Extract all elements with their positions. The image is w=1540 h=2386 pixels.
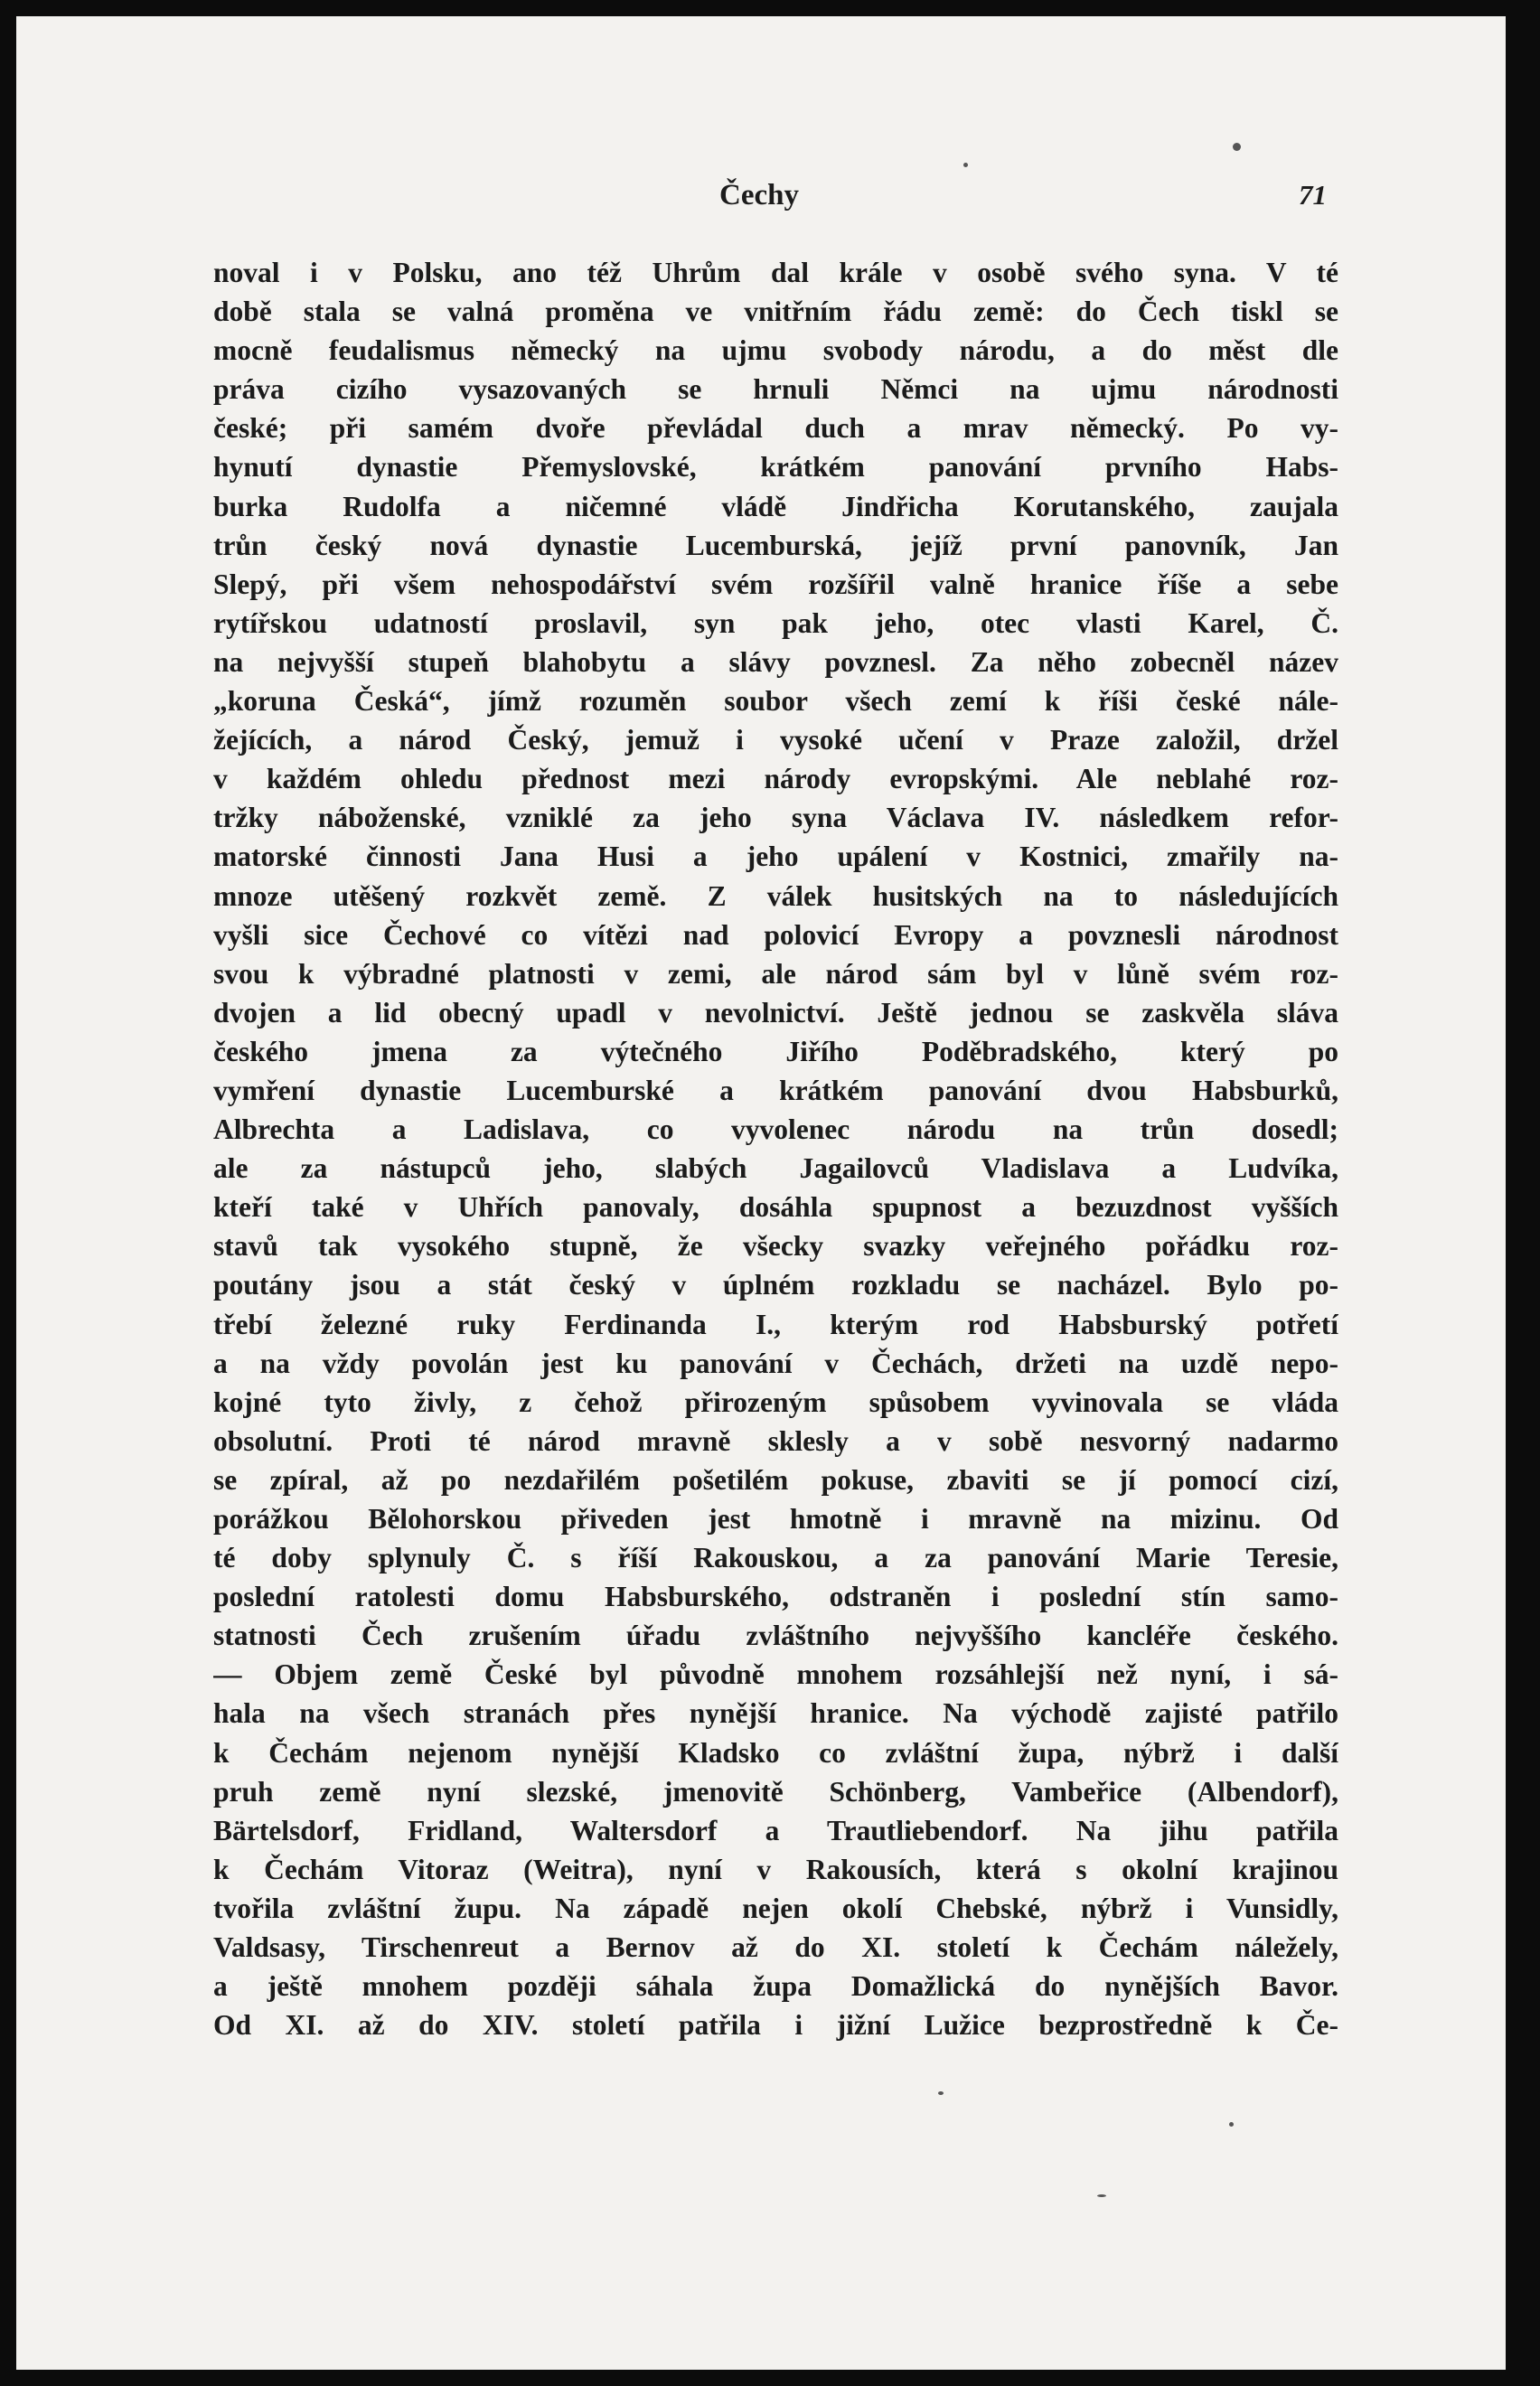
text-line: — Objem země České byl původně mnohem rozsáhlejší než nyní, i sá- <box>213 1658 1338 1691</box>
text-line: se zpíral, až po nezdařilém pošetilém pokuse, zbaviti se jí pomocí cizí, <box>213 1463 1338 1496</box>
page-number: 71 <box>1299 179 1327 211</box>
text-line: poslední ratolesti domu Habsburského, odstraněn i poslední stín samo- <box>213 1581 1338 1613</box>
ink-speck <box>963 163 968 167</box>
ink-speck <box>1233 143 1241 151</box>
body-text <box>213 253 1338 2044</box>
text-line: noval i v Polsku, ano též Uhrům dal krále v osobě svého syna. V té <box>213 257 1338 288</box>
text-line: české; při samém dvoře převládal duch a mrav německý. Po vy- <box>213 412 1338 445</box>
running-head <box>16 170 1506 224</box>
text-line: práva cizího vysazovaných se hrnuli Němci na ujmu národnosti <box>213 373 1338 406</box>
text-line: stavů tak vysokého stupně, že všecky svazky veřejného pořádku roz- <box>213 1230 1338 1263</box>
text-line: poutány jsou a stát český v úplném rozkladu se nacházel. Bylo po- <box>213 1269 1338 1301</box>
text-line: mnoze utěšený rozkvět země. Z válek husitských na to následujících <box>213 879 1338 912</box>
text-line: svou k výbradné platnosti v zemi, ale národ sám byl v lůně svém roz- <box>213 957 1338 990</box>
text-line: „koruna Česká“, jímž rozuměn soubor všech zemí k říši české nále- <box>213 685 1338 718</box>
text-line: trůn český nová dynastie Lucemburská, jejíž první panovník, Jan <box>213 529 1338 561</box>
text-line: vymření dynastie Lucemburské a krátkém panování dvou Habsburků, <box>213 1074 1338 1106</box>
text-line: statnosti Čech zrušením úřadu zvláštního nejvyššího kancléře českého. <box>213 1620 1338 1652</box>
text-line: na nejvyšší stupeň blahobytu a slávy povznesl. Za něho zobecněl název <box>213 645 1338 678</box>
running-title: Čechy <box>719 179 799 211</box>
text-line: té doby splynuly Č. s říší Rakouskou, a za panování Marie Teresie, <box>213 1542 1338 1574</box>
book-page <box>16 16 1506 2370</box>
text-line: k Čechám Vitoraz (Weitra), nyní v Rakousích, která s okolní krajinou <box>213 1853 1338 1885</box>
text-line: Slepý, při všem nehospodářství svém rozšířil valně hranice říše a sebe <box>213 568 1338 600</box>
text-line: rytířskou udatností proslavil, syn pak jeho, otec vlasti Karel, Č. <box>213 606 1338 639</box>
text-line: a ještě mnohem později sáhala župa Domažlická do nynějších Bavor. <box>213 1970 1338 2003</box>
text-line: burka Rudolfa a ničemné vládě Jindřicha Korutanského, zaujala <box>213 490 1338 522</box>
text-line: hala na všech stranách přes nynější hranice. Na východě zajisté patřilo <box>213 1697 1338 1730</box>
text-line: kteří také v Uhřích panovaly, dosáhla spupnost a bezuzdnost vyšších <box>213 1191 1338 1224</box>
text-line: žejících, a národ Český, jemuž i vysoké učení v Praze založil, držel <box>213 724 1338 756</box>
text-line: Bärtelsdorf, Fridland, Waltersdorf a Trautliebendorf. Na jihu patřila <box>213 1814 1338 1846</box>
text-line: porážkou Bělohorskou přiveden jest hmotně i mravně na mizinu. Od <box>213 1503 1338 1535</box>
text-line: českého jmena za výtečného Jiřího Poděbradského, který po <box>213 1035 1338 1067</box>
text-line: třebí železné ruky Ferdinanda I., kterým rod Habsburský potřetí <box>213 1308 1338 1340</box>
text-line: tržky náboženské, vzniklé za jeho syna Václava IV. následkem refor- <box>213 802 1338 834</box>
ink-speck <box>1097 2194 1106 2197</box>
text-line: pruh země nyní slezské, jmenovitě Schönberg, Vambeřice (Albendorf), <box>213 1775 1338 1808</box>
ink-speck <box>1229 2122 1234 2127</box>
text-line: Od XI. až do XIV. století patřila i jižní Lužice bezprostředně k Če- <box>213 2009 1338 2042</box>
text-line: dvojen a lid obecný upadl v nevolnictví. Ještě jednou se zaskvěla sláva <box>213 996 1338 1029</box>
text-line: k Čechám nejenom nynější Kladsko co zvláštní župa, nýbrž i další <box>213 1736 1338 1769</box>
text-line: obsolutní. Proti té národ mravně sklesly a v sobě nesvorný nadarmo <box>213 1424 1338 1457</box>
text-line: v každém ohledu přednost mezi národy evropskými. Ale neblahé roz- <box>213 763 1338 795</box>
text-line: Valdsasy, Tirschenreut a Bernov až do XI. století k Čechám náležely, <box>213 1931 1338 1964</box>
text-line: kojné tyto živly, z čehož přirozeným spůsobem vyvinovala se vláda <box>213 1386 1338 1418</box>
ink-speck <box>938 2091 944 2095</box>
text-line: době stala se valná proměna ve vnitřním řádu země: do Čech tiskl se <box>213 296 1338 328</box>
text-line: vyšli sice Čechové co vítězi nad polovicí Evropy a povznesli národnost <box>213 918 1338 951</box>
text-line: ale za nástupců jeho, slabých Jagailovců Vladislava a Ludvíka, <box>213 1152 1338 1185</box>
text-line: Albrechta a Ladislava, co vyvolenec národu na trůn dosedl; <box>213 1113 1338 1146</box>
text-line: mocně feudalismus německý na ujmu svobody národu, a do měst dle <box>213 334 1338 367</box>
text-line: tvořila zvláštní župu. Na západě nejen okolí Chebské, nýbrž i Vunsidly, <box>213 1892 1338 1924</box>
text-line: hynutí dynastie Přemyslovské, krátkém panování prvního Habs- <box>213 451 1338 484</box>
text-line: a na vždy povolán jest ku panování v Čechách, držeti na uzdě nepo- <box>213 1347 1338 1379</box>
text-line: matorské činnosti Jana Husi a jeho upálení v Kostnici, zmařily na- <box>213 841 1338 873</box>
